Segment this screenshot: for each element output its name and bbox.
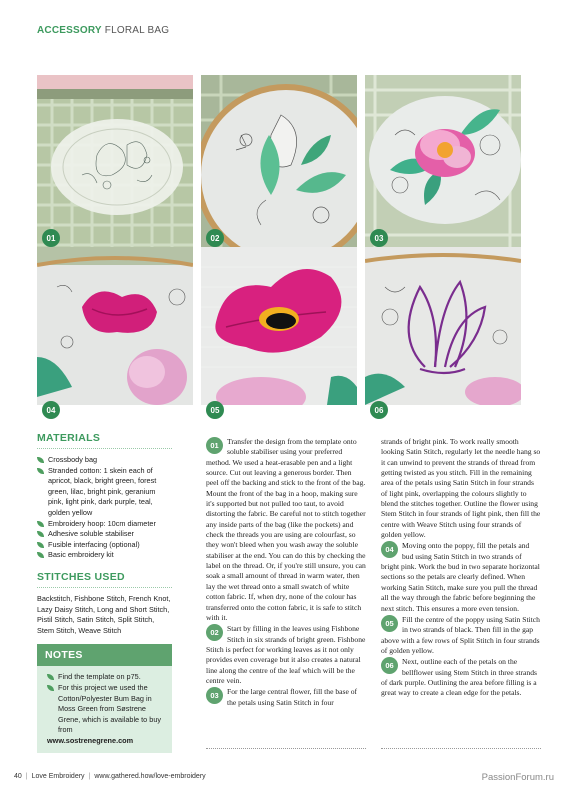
list-item: Crossbody bag bbox=[37, 455, 172, 466]
watermark: PassionForum.ru bbox=[481, 772, 554, 783]
step-text: Start by filling in the leaves using Fishbone Stitch in six strands of bright green. Fishbone Stitch is perfect for working leaves as it not only provides even coverage but it also creates a natural line along the centre of the leaf which will be the centre vein. bbox=[206, 624, 366, 685]
step-text: For the large central flower, fill the base of the petals using Satin Stitch in four bbox=[227, 687, 358, 707]
sidebar-column bbox=[37, 432, 172, 753]
step-badge: 04 bbox=[42, 401, 60, 419]
step-03 bbox=[206, 687, 366, 708]
instructions-column-2 bbox=[381, 437, 541, 699]
list-item: Adhesive soluble stabiliser bbox=[37, 529, 172, 540]
step-number: 06 bbox=[381, 657, 398, 674]
step-01 bbox=[206, 437, 366, 623]
step-03-continued bbox=[381, 437, 541, 540]
leaf-bullet-icon bbox=[47, 685, 54, 691]
step-photo-06 bbox=[365, 247, 521, 425]
footer-url[interactable]: www.gathered.how/love-embroidery bbox=[94, 773, 206, 780]
list-item: Basic embroidery kit bbox=[37, 550, 172, 561]
magazine-name: Love Embroidery bbox=[31, 773, 85, 780]
step-text: strands of bright pink. To work really smooth looking Satin Stitch, regularly let the needle hang so it can unwind to prevent the strands of thread from getting twisted as you stitch. Fill in the remaining area of the petals using Satin Stitch in four strands of light pink, overlapping the colours slightly to blend the stitches together. Outline the flower using Stem Stitch in four strands of light pink, then fill the centre with Weave Stitch using four strands of golden yellow. bbox=[381, 437, 541, 540]
leaf-bullet-icon bbox=[37, 521, 44, 527]
step-badge: 01 bbox=[42, 229, 60, 247]
notes-heading: NOTES bbox=[37, 644, 172, 666]
section-subtitle: FLORAL BAG bbox=[104, 25, 170, 36]
list-item: Embroidery hoop: 10cm diameter bbox=[37, 519, 172, 530]
step-number: 03 bbox=[206, 687, 223, 704]
step-photo-04 bbox=[37, 247, 193, 425]
notes-line-template: Find the template on p75. bbox=[47, 672, 164, 683]
step-number: 05 bbox=[381, 615, 398, 632]
leaf-bullet-icon bbox=[37, 531, 44, 537]
leaf-bullet-icon bbox=[37, 542, 44, 548]
stitches-heading: STITCHES USED bbox=[37, 571, 172, 588]
step-02 bbox=[206, 624, 366, 686]
step-photo-02 bbox=[201, 75, 357, 253]
list-item: Stranded cotton: 1 skein each of apricot, black, bright green, forest green, lilac, bright pink, geranium pink, light pink, dark purple, teal, golden yellow bbox=[37, 466, 172, 519]
list-item: Fusible interfacing (optional) bbox=[37, 540, 172, 551]
step-text: Moving onto the poppy, fill the petals and bud using Satin Stitch in two strands of bright pink. Work the bud in two separate horizontal sections so the petals are clearly defined. When working Satin Stitch, make sure you pull the thread all the way through the fabric before beginning the next stitch. This ensures a more even tension. bbox=[381, 541, 540, 613]
leaf-bullet-icon bbox=[47, 674, 54, 680]
leaf-bullet-icon bbox=[37, 457, 44, 463]
step-photo-05 bbox=[201, 247, 357, 425]
materials-heading: MATERIALS bbox=[37, 432, 172, 449]
step-06 bbox=[381, 657, 541, 698]
page-number: 40 bbox=[14, 773, 22, 780]
page-header bbox=[37, 25, 169, 36]
step-badge: 02 bbox=[206, 229, 224, 247]
leaf-bullet-icon bbox=[37, 552, 44, 558]
instructions-column-1 bbox=[206, 437, 366, 708]
step-number: 04 bbox=[381, 541, 398, 558]
step-badge: 05 bbox=[206, 401, 224, 419]
column-divider bbox=[206, 748, 366, 750]
step-badge: 06 bbox=[370, 401, 388, 419]
materials-list bbox=[37, 455, 172, 561]
notes-link[interactable]: www.sostrenegrene.com bbox=[47, 735, 134, 745]
section-category: ACCESSORY bbox=[37, 25, 102, 36]
notes-box bbox=[37, 644, 172, 753]
step-photo-03 bbox=[365, 75, 521, 253]
step-05 bbox=[381, 615, 541, 656]
step-text: Fill the centre of the poppy using Satin Stitch in two strands of black. Then fill in the gap above with a few rows of Split Stitch in four strands of golden yellow. bbox=[381, 614, 540, 655]
step-text: Transfer the design from the template onto soluble stabiliser using your preferred method. We used a heat-erasable pen and a light source. Cut out leaving a generous border. Then peel off the backing and stick to the front of the bag. Mount the front of the bag in a hoop, making sure it's supported but not pulled too taut, to avoid distorting the fabric. Be careful not to stitch together any inside parts of the bag (like the pockets) and check the threads you are using are colourfast, so they won't bleed when you wash away the soluble stabiliser at the end. You can do this by checking the label on the thread. Or, if you're still unsure, you can soak a small amount of thread in warm water, then lay the wet thread onto a small swatch of white cotton fabric. If, when dry, none of the colour has transferred onto the cotton fabric, it is safe to stitch with it. bbox=[206, 437, 366, 622]
column-divider bbox=[381, 748, 541, 750]
step-text: Next, outline each of the petals on the bellflower using Stem Stitch in three strands of dark purple. Outlining the area before filling is a great way to create a clean edge for the petals. bbox=[381, 657, 537, 698]
step-photo-01 bbox=[37, 75, 193, 253]
notes-line-source: For this project we used the Cotton/Polyester Bum Bag in Moss Green from Søstrene Grene, which is available to buy from bbox=[47, 683, 164, 736]
stitches-text: Backstitch, Fishbone Stitch, French Knot, Lazy Daisy Stitch, Long and Short Stitch, Pistil Stitch, Satin Stitch, Split Stitch, Stem Stitch, Weave Stitch bbox=[37, 593, 171, 635]
step-number: 02 bbox=[206, 624, 223, 641]
step-04 bbox=[381, 541, 541, 613]
step-number: 01 bbox=[206, 437, 223, 454]
step-badge: 03 bbox=[370, 229, 388, 247]
leaf-bullet-icon bbox=[37, 468, 44, 474]
page-footer: 40 | Love Embroidery | www.gathered.how/love-embroidery bbox=[14, 773, 206, 780]
